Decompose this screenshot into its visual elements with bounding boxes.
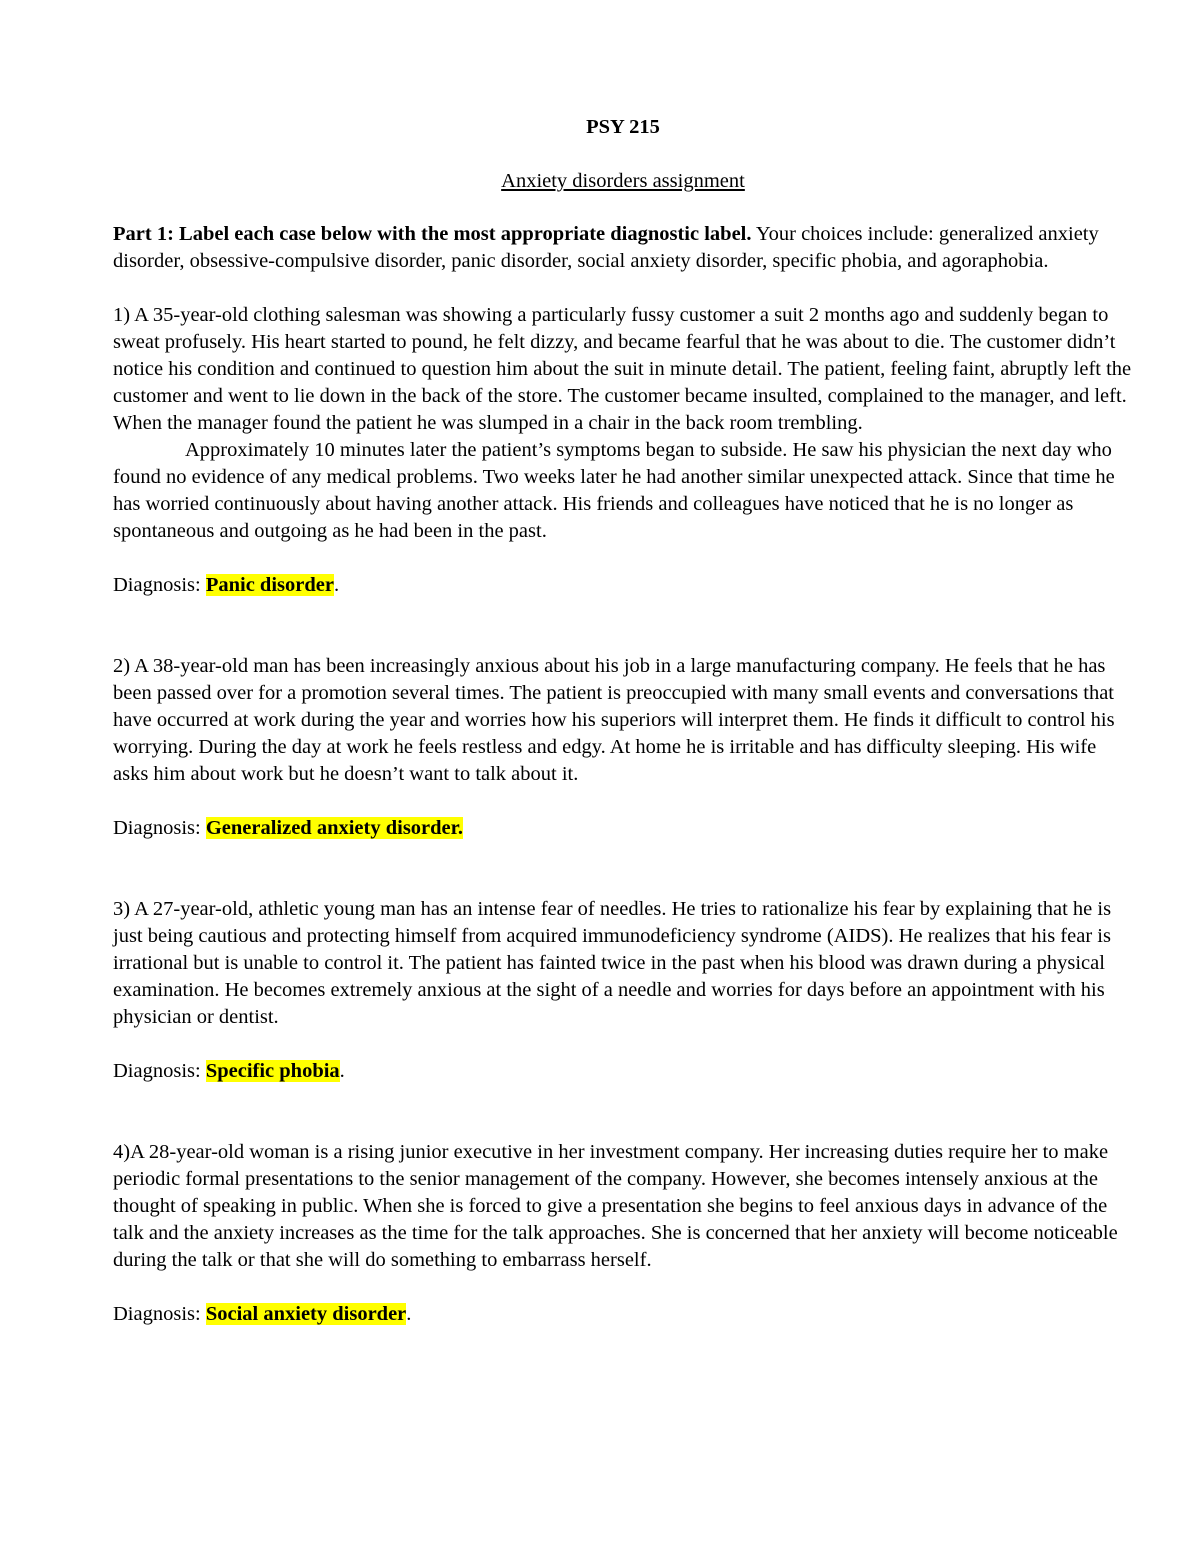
instructions-choices: Your choices include: generalized anxiety disorder, obsessive-compulsive disorder, panic disorder, social anxiety disorder, specific phobia, and agoraphobia. [113, 223, 1099, 272]
diagnosis-suffix: . [406, 1303, 412, 1325]
assignment-title: Anxiety disorders assignment [501, 170, 745, 192]
case-4-diagnosis [113, 1301, 1133, 1328]
case-4-text: 4)A 28-year-old woman is a rising junior executive in her investment company. Her increasing duties require her to make periodic formal presentations to the senior management of the company. However, she becomes intensely anxious at the thought of speaking in public. When she is forced to give a presentation she begins to feel anxious days in advance of the talk and the anxiety increases as the time for the talk approaches. She is concerned that her anxiety will become noticeable during the talk or that she will do something to embarrass herself. [113, 1141, 1118, 1271]
case-1-diagnosis [113, 572, 1133, 599]
document-page [113, 114, 1133, 1328]
spacer [113, 599, 1133, 653]
diagnosis-answer: Specific phobia [205, 1060, 340, 1082]
case-2-diagnosis [113, 815, 1133, 842]
diagnosis-suffix: . [333, 574, 340, 596]
case-2 [113, 653, 1133, 788]
case-2-text: 2) A 38-year-old man has been increasingly anxious about his job in a large manufacturing company. He feels that he has been passed over for a promotion several times. The patient is preoccupied with many small events and conversations that have occurred at work during the year and worries how his superiors will interpret them. He finds it difficult to control his worrying. During the day at work he feels restless and edgy. At home he is irritable and has difficulty sleeping. His wife asks him about work but he doesn’t want to talk about it. [113, 655, 1115, 785]
case-1-text-continued-body: Approximately 10 minutes later the patient’s symptoms began to subside. He saw his physician the next day who found no evidence of any medical problems. Two weeks later he had another similar unexpected attack. Since that time he has worried continuously about having another attack. His friends and colleagues have noticed that he is no longer as spontaneous and outgoing as he had been in the past. [113, 439, 1115, 542]
instructions [113, 221, 1133, 275]
diagnosis-label: Diagnosis: [113, 1060, 206, 1082]
diagnosis-label: Diagnosis: [113, 1303, 206, 1325]
course-title: PSY 215 [586, 116, 660, 138]
diagnosis-label: Diagnosis: [113, 817, 206, 839]
case-3-text: 3) A 27-year-old, athletic young man has an intense fear of needles. He tries to rationalize his fear by explaining that he is just being cautious and protecting himself from acquired immunodeficiency syndrome (AIDS). He realizes that his fear is irrational but is unable to control it. The patient has fainted twice in the past when his blood was drawn during a physical examination. He becomes extremely anxious at the sight of a needle and worries for days before an appointment with his physician or dentist. [113, 898, 1112, 1028]
case-1-text-continued [113, 437, 1133, 545]
diagnosis-answer: Social anxiety disorder [205, 1303, 407, 1325]
diagnosis-label: Diagnosis: [113, 574, 206, 596]
case-3 [113, 896, 1133, 1031]
case-4 [113, 1139, 1133, 1274]
case-1-text: 1) A 35-year-old clothing salesman was showing a particularly fussy customer a suit 2 months ago and suddenly began to sweat profusely. His heart started to pound, he felt dizzy, and became fearful that he was about to die. The customer didn’t notice his condition and continued to question him about the suit in minute detail. The patient, feeling faint, abruptly left the customer and went to lie down in the back of the store. The customer became insulted, complained to the manager, and left. When the manager found the patient he was slumped in a chair in the back room trembling. [113, 304, 1132, 434]
instructions-bold: Part 1: Label each case below with the most appropriate diagnostic label. [113, 223, 752, 245]
case-1 [113, 302, 1133, 545]
spacer [113, 842, 1133, 896]
diagnosis-answer: Generalized anxiety disorder. [205, 817, 463, 839]
spacer [113, 1085, 1133, 1139]
case-3-diagnosis [113, 1058, 1133, 1085]
diagnosis-suffix: . [339, 1060, 345, 1082]
diagnosis-answer: Panic disorder [205, 574, 334, 596]
